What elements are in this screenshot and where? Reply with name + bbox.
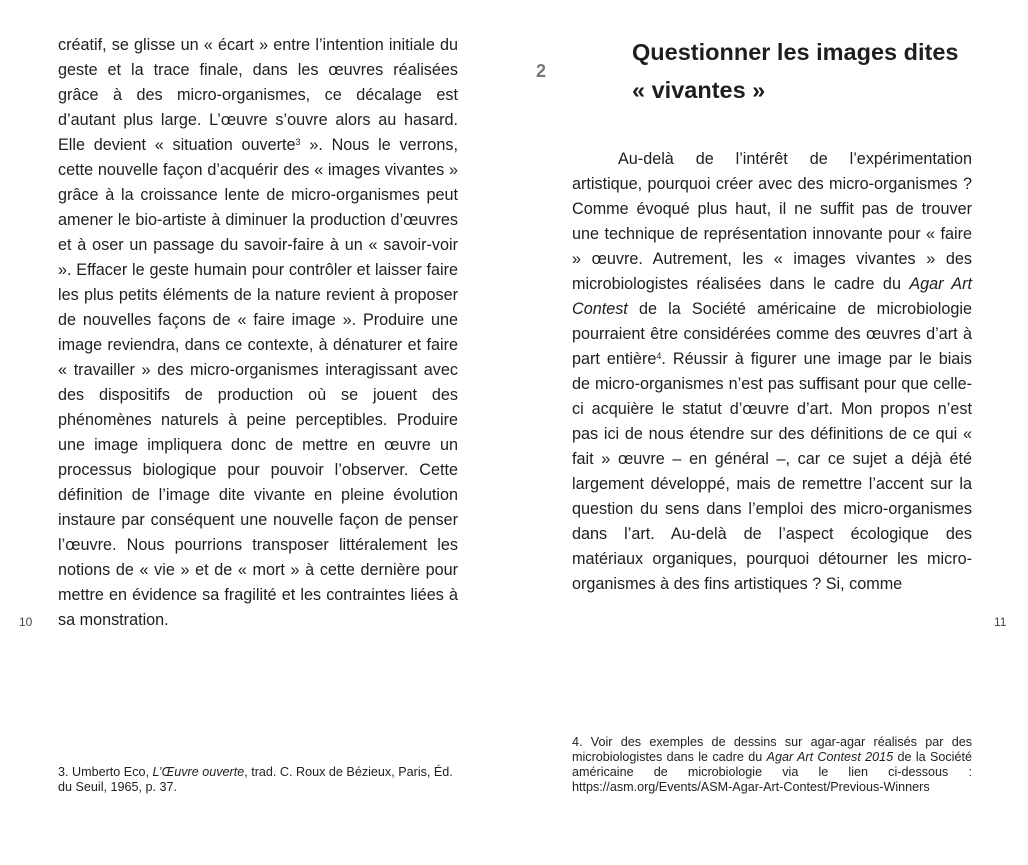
footnote-4-prefix: 4. Voir des exemples de dessins sur agar-agar réalisés par des microbiologistes dans le cadre du <box>572 735 972 764</box>
page-number-left: 10 <box>19 615 33 629</box>
footnote-ref-4[interactable]: 4 <box>656 351 662 361</box>
left-paragraph <box>58 33 458 633</box>
chapter-title: Questionner les images dites « vivantes » <box>632 39 959 103</box>
footnote-4-title: Agar Art Contest 2015 <box>766 750 894 764</box>
footnote-3-suffix: , trad. C. Roux de Bézieux, Paris, Éd. du Seuil, 1965, p. 37. <box>58 765 453 794</box>
footnote-4 <box>572 735 972 795</box>
agar-art-contest-italic: Agar Art Contest <box>572 275 972 318</box>
right-page <box>514 0 1028 865</box>
right-paragraph <box>572 147 972 597</box>
right-text-part-a: Au-delà de l’intérêt de l’expérimentation artistique, pourquoi créer avec des micro-organismes ? Comme évoqué plus haut, il ne suffit pas de trouver une technique de représentation innovante pour « faire » œuvre. Autrement, les « images vivantes » des microbiologistes réalisées dans le cadre du <box>572 150 972 293</box>
right-text-part-c: . Réussir à figurer une image par le biais de micro-organismes n’est pas suffisant pour que celle-ci acquière le statut d’œuvre d’art. Mon propos n’est pas ici de nous étendre sur des définitions de ce qui « fait » œuvre – en général –, car ce sujet a déjà été largement développé, mais de remettre l’accent sur la question du sens dans l’emploi des micro-organismes dans l’art. Au-delà de l’aspect écologique des matériaux organiques, pourquoi détourner les micro-organismes à des fins artistiques ? Si, comme <box>572 350 972 593</box>
left-text-part-a: créatif, se glisse un « écart » entre l’intention initiale du geste et la trace finale, dans les œuvres réalisées grâce à des micro-organismes, ce décalage est d’autant plus large. L’œuvre s’ouvre alors au hasard. Elle devient « situation ouverte <box>58 36 458 154</box>
chapter-number: 2 <box>536 61 547 81</box>
page-number-right: 11 <box>994 615 1007 629</box>
footnote-ref-3[interactable]: 3 <box>295 137 301 147</box>
right-body-text <box>572 147 972 597</box>
right-text-part-b: de la Société américaine de microbiologie pourraient être considérées comme des œuvres d’art à part entière <box>572 300 972 368</box>
footnote-3-prefix: 3. Umberto Eco, <box>58 765 153 779</box>
left-body-text <box>58 33 458 633</box>
footnote-3-title: L’Œuvre ouverte <box>152 765 245 779</box>
footnote-4-link[interactable]: asm.org/Events/ASM-Agar-Art-Contest/Previous-Winners <box>609 780 930 794</box>
footnote-3 <box>58 765 458 795</box>
footnote-4-middle: de la Société américaine de microbiologie via le lien ci-dessous : https:// <box>572 750 972 794</box>
left-text-part-b: ». Nous le verrons, cette nouvelle façon d’acquérir des « images vivantes » grâce à la croissance lente de micro-organismes peut amener le bio-artiste à diminuer la production d’œuvres et à oser un passage du savoir-faire à un « savoir-voir ». Effacer le geste humain pour contrôler et laisser faire les plus petits éléments de la nature revient à proposer de nouvelles façons de « faire image ». Produire une image reviendra, dans ce contexte, à dénaturer et faire « travailler » des micro-organismes interagissant avec des dispositifs de production où se jouent des phénomènes naturels à peine perceptibles. Produire une image impliquera donc de mettre en œuvre un processus biologique pour pouvoir l’observer. Cette définition de l’image dite vivante en pleine évolution instaure par conséquent une nouvelle façon de penser l’œuvre. Nous pourrions transposer littéralement les notions de « vie » et de « mort » à cette dernière pour mettre en évidence sa fragilité et les contraintes liées à sa monstration. <box>58 136 458 629</box>
